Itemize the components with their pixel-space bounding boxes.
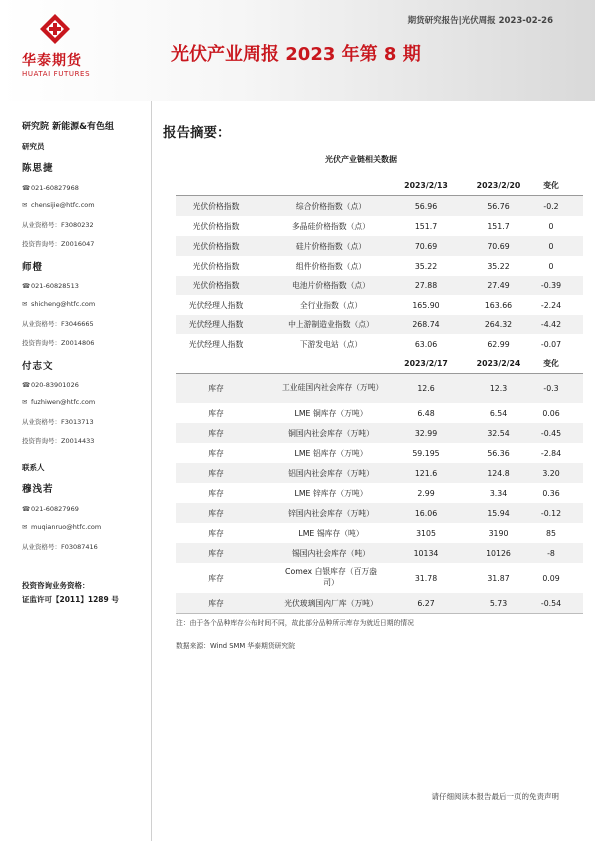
cell-value1: 3105: [416, 528, 436, 538]
cell-value1: 165.90: [412, 300, 440, 310]
cell-value1: 56.96: [414, 201, 438, 211]
cell-value2: 12.3: [489, 384, 508, 393]
email-icon: ✉: [22, 201, 28, 209]
cell-change: -2.84: [540, 448, 562, 458]
table-row: [176, 256, 583, 276]
column-header-date1: 2023/2/17: [404, 359, 448, 368]
table-row: [176, 196, 583, 216]
cell-value2: 264.32: [484, 320, 513, 329]
cell-value2: 32.54: [487, 428, 510, 438]
cell-value2: 70.69: [487, 241, 510, 251]
cell-value2: 5.73: [489, 598, 508, 608]
table-caption: 光伏产业链相关数据: [325, 155, 397, 164]
cell-value1: 59.195: [412, 448, 440, 458]
cell-indicator: 多晶硅价格指数（点）: [292, 221, 370, 231]
cell-category: 库存: [208, 428, 224, 438]
researcher-license: 从业资格号：F3080232: [22, 221, 94, 229]
cell-value1: 70.69: [414, 241, 438, 251]
cell-value1: 12.6: [417, 384, 435, 393]
department: 研究院 新能源&有色组: [22, 122, 114, 132]
cell-value2: 62.99: [487, 339, 510, 349]
column-header-date2: 2023/2/20: [476, 181, 521, 190]
cell-category: 库存: [208, 384, 224, 393]
cell-indicator: 全行业指数（点）: [299, 300, 363, 310]
cell-change: -0.12: [540, 508, 562, 518]
cell-indicator: 组件价格指数（点）: [295, 261, 367, 271]
cell-category: 库存: [208, 508, 224, 518]
cell-value1: 35.22: [414, 261, 438, 271]
contact-phone: ☎021-60827969: [22, 505, 79, 513]
table-row: [176, 236, 583, 256]
email-icon: ✉: [22, 523, 28, 531]
cell-category: 光伏经理人指数: [188, 300, 244, 310]
table-row: [176, 463, 583, 483]
cell-category: 库存: [208, 448, 224, 458]
cell-change: -2.24: [540, 300, 562, 310]
cell-value1: 32.99: [414, 428, 438, 438]
cell-value2: 163.66: [484, 300, 513, 310]
logo-chinese-name: 华泰期货: [22, 53, 82, 69]
cell-value1: 6.27: [417, 598, 435, 608]
cell-value2: 151.7: [487, 221, 510, 231]
cell-change: -0.2: [543, 201, 559, 211]
cell-value1: 2.99: [417, 488, 435, 498]
column-header-date2: 2023/2/24: [476, 359, 521, 368]
cell-value2: 31.87: [487, 573, 510, 583]
cell-change: -8: [547, 548, 555, 558]
table-bottom-rule: [176, 613, 583, 614]
cell-change: 0: [548, 221, 554, 231]
email-icon: ✉: [22, 398, 28, 406]
table-row: [176, 216, 583, 236]
table-row: [176, 403, 583, 423]
qualification-label: 投资咨询业务资格：: [22, 581, 90, 590]
cell-category: 光伏经理人指数: [188, 320, 244, 329]
column-header-date1: 2023/2/13: [404, 181, 448, 190]
report-title: 光伏产业周报 2023 年第 8 期: [171, 44, 421, 65]
researcher-name: 陈思捷: [22, 163, 54, 174]
cell-category: 光伏价格指数: [192, 201, 240, 211]
report-header: [0, 0, 595, 101]
cell-change: 0.36: [542, 488, 560, 498]
researcher-advisory-license: 投资咨询号：Z0014806: [22, 339, 95, 347]
researcher-phone: ☎021-60827968: [22, 184, 79, 192]
cell-indicator: LME 锡库存（吨）: [298, 528, 364, 538]
cell-change: 0: [548, 241, 554, 251]
cell-indicator: LME 铜库存（万吨）: [294, 408, 368, 418]
table-row: [176, 276, 583, 295]
cell-value2: 56.36: [487, 448, 510, 458]
cell-indicator: Comex 白银库存（百万盎司）: [285, 567, 377, 587]
abstract-title: 报告摘要：: [163, 125, 231, 141]
cell-change: -0.39: [540, 281, 562, 290]
cell-category: 库存: [208, 408, 224, 418]
column-header-change: 变化: [543, 181, 559, 190]
table-header-row: [176, 355, 583, 372]
contact-label: 联系人: [22, 463, 45, 472]
cell-value1: 268.74: [412, 320, 440, 329]
researcher-email[interactable]: ✉ fuzhiwen@htfc.com: [22, 398, 96, 406]
cell-indicator: 中上游制造业指数（点）: [288, 320, 374, 329]
cell-value1: 16.06: [414, 508, 438, 518]
cell-category: 库存: [208, 488, 224, 498]
researcher-advisory-license: 投资咨询号：Z0014433: [22, 437, 95, 445]
cell-category: 光伏价格指数: [192, 261, 240, 271]
cell-category: 光伏价格指数: [192, 241, 240, 251]
researcher-email[interactable]: ✉ chensijie@htfc.com: [22, 201, 95, 209]
qualification-value: 证监许可【2011】1289 号: [22, 595, 119, 604]
cell-value1: 6.48: [417, 408, 435, 418]
cell-category: 库存: [208, 598, 224, 608]
table-note: 注：由于各个品种库存公布时间不同，故此部分品种所示库存为就近日期的情况: [176, 619, 414, 627]
logo-english-name: HUATAI FUTURES: [22, 70, 91, 78]
cell-category: 光伏价格指数: [192, 281, 240, 290]
cell-value1: 10134: [413, 548, 439, 558]
email-icon: ✉: [22, 300, 28, 308]
cell-change: 3.20: [542, 468, 560, 478]
researcher-advisory-license: 投资咨询号：Z0016047: [22, 240, 95, 248]
cell-value1: 31.78: [414, 573, 438, 583]
cell-value2: 56.76: [487, 201, 510, 211]
researchers-label: 研究员: [22, 142, 45, 151]
cell-indicator: 光伏玻璃国内厂库（万吨）: [284, 598, 378, 608]
phone-icon: ☎: [22, 282, 31, 290]
cell-change: 85: [546, 528, 556, 538]
cell-value1: 63.06: [414, 339, 438, 349]
cell-indicator: LME 锌库存（万吨）: [294, 488, 368, 498]
table-row: [176, 295, 583, 315]
table-row: [176, 423, 583, 443]
cell-change: 0.06: [542, 408, 560, 418]
table-header-row: [176, 177, 583, 194]
contact-email[interactable]: ✉ muqianruo@htfc.com: [22, 523, 102, 531]
cell-value2: 15.94: [487, 508, 510, 518]
cell-value1: 121.6: [414, 468, 438, 478]
table-row: [176, 563, 583, 593]
cell-indicator: 电池片价格指数（点）: [292, 281, 370, 290]
cell-value2: 6.54: [489, 408, 508, 418]
huatai-logo-icon: [40, 14, 70, 44]
researcher-license: 从业资格号：F3046665: [22, 320, 94, 328]
cell-category: 光伏价格指数: [192, 221, 240, 231]
cell-indicator: 工业硅国内社会库存（万吨）: [282, 383, 384, 393]
researcher-phone: ☎021-60828513: [22, 282, 79, 290]
cell-category: 光伏经理人指数: [188, 339, 244, 349]
table-row: [176, 334, 583, 354]
table-row: [176, 315, 583, 334]
cell-change: -0.3: [543, 384, 559, 393]
cell-value1: 27.88: [414, 281, 438, 290]
table-row: [176, 543, 583, 563]
cell-category: 库存: [208, 548, 224, 558]
table-row: [176, 374, 583, 403]
cell-indicator: 锌国内社会库存（万吨）: [288, 508, 374, 518]
cell-indicator: 铜国内社会库存（万吨）: [288, 428, 374, 438]
phone-icon: ☎: [22, 184, 31, 192]
cell-change: -0.45: [540, 428, 562, 438]
column-header-change: 变化: [543, 359, 559, 368]
researcher-name: 师橙: [22, 262, 44, 273]
cell-value2: 10126: [486, 548, 511, 558]
phone-icon: ☎: [22, 381, 31, 389]
cell-value2: 3.34: [489, 488, 508, 498]
phone-icon: ☎: [22, 505, 31, 513]
cell-change: -0.07: [540, 339, 562, 349]
data-source: 数据来源：Wind SMM 华泰期货研究院: [176, 642, 296, 650]
report-meta: 期货研究报告|光伏周报 2023-02-26: [407, 16, 553, 26]
cell-category: 库存: [208, 468, 224, 478]
cell-value1: 151.7: [414, 221, 438, 231]
cell-indicator: 综合价格指数（点）: [295, 201, 367, 211]
table-row: [176, 523, 583, 543]
table-row: [176, 593, 583, 613]
cell-indicator: LME 铝库存（万吨）: [294, 448, 368, 458]
contact-name: 穆浅若: [22, 484, 54, 495]
cell-value2: 3190: [488, 528, 509, 538]
cell-change: 0.09: [542, 573, 560, 583]
sidebar-divider: [151, 101, 152, 841]
table-row: [176, 503, 583, 523]
researcher-name: 付志文: [22, 361, 54, 372]
cell-indicator: 硅片价格指数（点）: [295, 241, 367, 251]
table-row: [176, 483, 583, 503]
cell-value2: 124.8: [487, 468, 510, 478]
cell-change: 0: [548, 261, 554, 271]
disclaimer-footer: 请仔细阅读本报告最后一页的免责声明: [431, 792, 559, 801]
cell-indicator: 锡国内社会库存（吨）: [292, 548, 370, 558]
cell-category: 库存: [208, 528, 224, 538]
researcher-license: 从业资格号：F3013713: [22, 418, 94, 426]
researcher-phone: ☎020-83901026: [22, 381, 79, 389]
table-row: [176, 443, 583, 463]
cell-value2: 27.49: [487, 281, 510, 290]
contact-license: 从业资格号：F03087416: [22, 543, 98, 551]
cell-category: 库存: [208, 573, 224, 583]
cell-change: -0.54: [540, 598, 562, 608]
researcher-email[interactable]: ✉ shicheng@htfc.com: [22, 300, 96, 308]
cell-indicator: 下游发电站（点）: [299, 339, 363, 349]
cell-value2: 35.22: [487, 261, 510, 271]
cell-indicator: 铝国内社会库存（万吨）: [288, 468, 374, 478]
cell-change: -4.42: [540, 320, 562, 329]
